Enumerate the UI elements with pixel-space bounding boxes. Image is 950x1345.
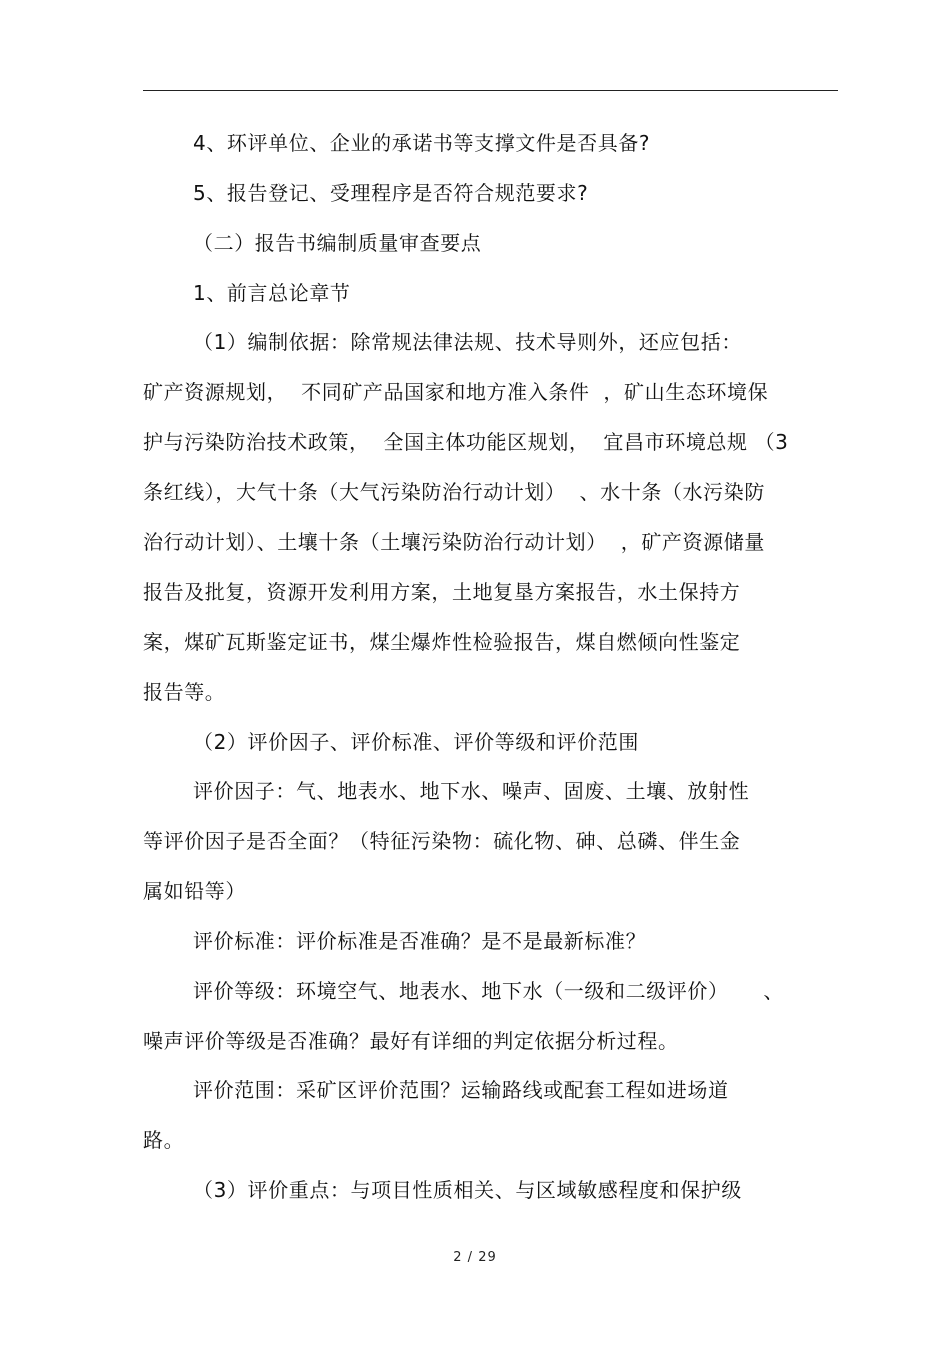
text-line: 报告等。	[143, 680, 226, 704]
current-page: 2	[453, 1250, 463, 1265]
text-line: 噪声评价等级是否准确？最好有详细的判定依据分析过程。	[143, 1029, 679, 1053]
text-line: 4、环评单位、企业的承诺书等支撑文件是否具备?	[193, 131, 651, 155]
text-line: 路。	[143, 1128, 185, 1152]
text-line: 条红线），大气十条（大气污染防治行动计划） 、水十条（水污染防	[143, 480, 765, 504]
text-line: 治行动计划）、土壤十条（土壤污染防治行动计划） ，矿产资源储量	[143, 530, 765, 554]
subsection-heading: 1、前言总论章节	[193, 281, 351, 305]
text-line: 报告及批复，资源开发利用方案，土地复垦方案报告，水土保持方	[143, 580, 741, 604]
text-line: 护与污染防治技术政策， 全国主体功能区规划， 宜昌市环境总规 （3	[143, 430, 789, 454]
text-line: 评价标准：评价标准是否准确？是不是最新标准？	[193, 929, 647, 953]
text-line: 案，煤矿瓦斯鉴定证书，煤尘爆炸性检验报告，煤自燃倾向性鉴定	[143, 630, 741, 654]
section-heading: （二）报告书编制质量审查要点	[193, 231, 482, 255]
text-line: 矿产资源规划， 不同矿产品国家和地方准入条件 ，矿山生态环境保	[143, 380, 769, 404]
text-line: 评价因子：气、地表水、地下水、噪声、固废、土壤、放射性	[193, 779, 750, 803]
text-line: 5、报告登记、受理程序是否符合规范要求?	[193, 181, 589, 205]
text-line: （3）评价重点：与项目性质相关、与区域敏感程度和保护级	[193, 1178, 742, 1202]
page-separator: /	[467, 1250, 474, 1265]
text-line: 评价范围：采矿区评价范围？运输路线或配套工程如进场道	[193, 1078, 729, 1102]
header-rule	[143, 90, 838, 91]
text-line: （1）编制依据：除常规法律法规、技术导则外，还应包括：	[193, 330, 742, 354]
text-line: （2）评价因子、评价标准、评价等级和评价范围	[193, 730, 639, 754]
total-pages: 29	[478, 1250, 497, 1265]
page-number	[0, 1250, 950, 1265]
text-line: 等评价因子是否全面？（特征污染物：硫化物、砷、总磷、伴生金	[143, 829, 741, 853]
text-line: 属如铅等）	[143, 879, 246, 903]
text-line: 评价等级：环境空气、地表水、地下水（一级和二级评价） 、	[193, 979, 784, 1003]
